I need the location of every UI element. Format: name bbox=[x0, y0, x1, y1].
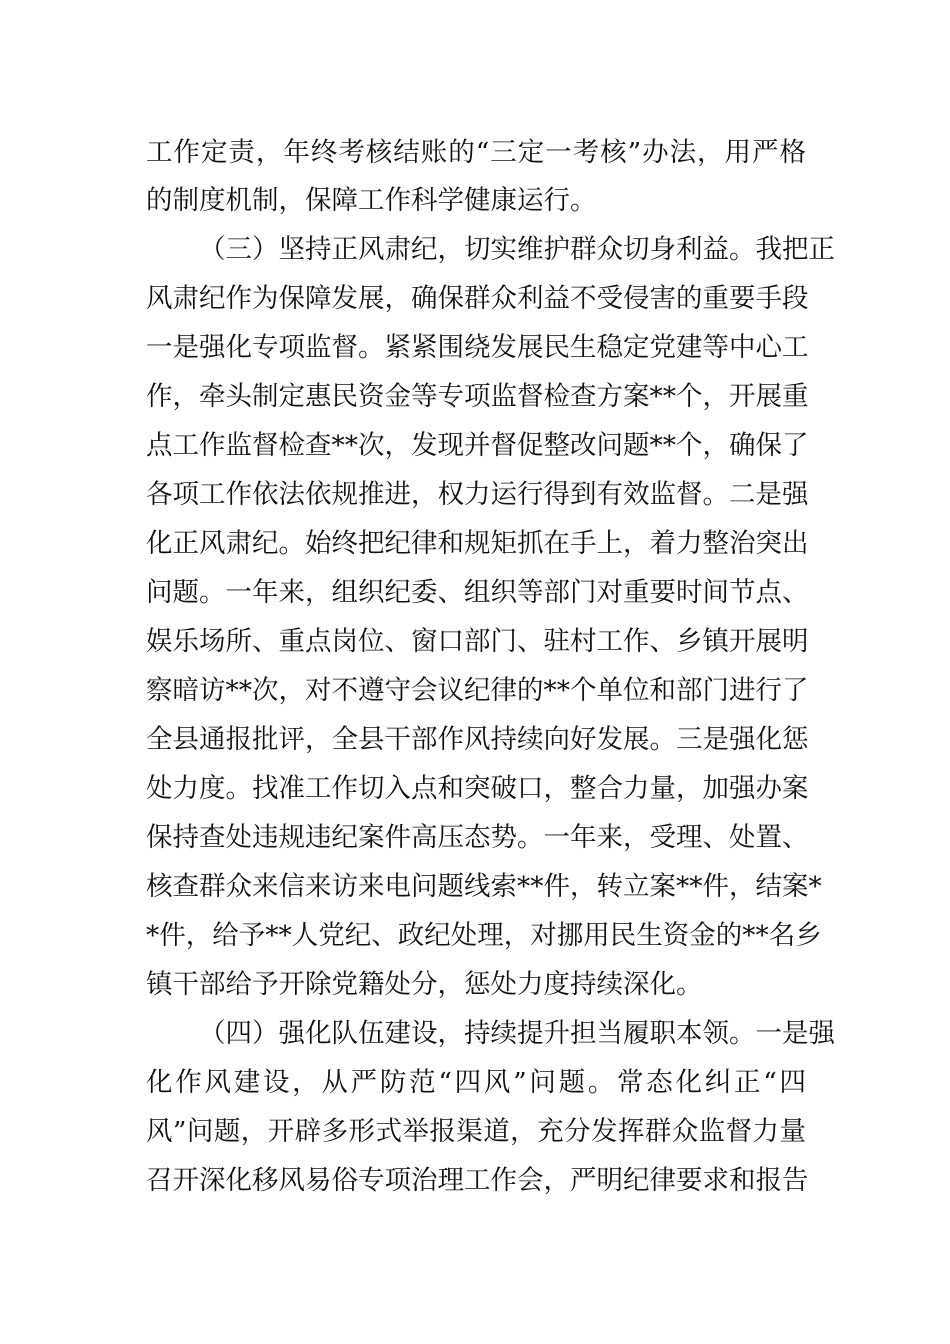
text-line: 全县通报批评，全县干部作风持续向好发展。三是强化惩 bbox=[146, 724, 809, 755]
text-line: 问题。一年来，组织纪委、组织等部门对重要时间节点、 bbox=[146, 577, 809, 608]
text-line: 作，牵头制定惠民资金等专项监督检查方案**个，开展重 bbox=[146, 381, 809, 412]
text-line: 点工作监督检查**次，发现并督促整改问题**个，确保了 bbox=[146, 430, 809, 461]
text-line: 召开深化移风易俗专项治理工作会，严明纪律要求和报告 bbox=[146, 1165, 809, 1196]
text-line: 处力度。找准工作切入点和突破口，整合力量，加强办案 bbox=[146, 773, 809, 804]
text-line: 各项工作依法依规推进，权力运行得到有效监督。二是强 bbox=[146, 479, 809, 510]
paragraph-heading: （四）强化队伍建设，持续提升担当履职本领。一是强 bbox=[199, 1018, 835, 1049]
text-line: 察暗访**次，对不遵守会议纪律的**个单位和部门进行了 bbox=[146, 675, 809, 706]
text-line: 风”问题，开辟多形式举报渠道，充分发挥群众监督力量 bbox=[146, 1116, 806, 1147]
text-line: 保持查处违规违纪案件高压态势。一年来，受理、处置、 bbox=[146, 822, 809, 853]
text-line: 化作风建设，从严防范“四风”问题。常态化纠正“四 bbox=[146, 1067, 806, 1098]
text-line: *件，给予**人党纪、政纪处理，对挪用民生资金的**名乡 bbox=[146, 920, 822, 951]
text-line: 核查群众来信来访来电问题线索**件，转立案**件，结案* bbox=[146, 871, 822, 902]
text-line: 镇干部给予开除党籍处分，惩处力度持续深化。 bbox=[146, 969, 703, 1000]
text-line: 化正风肃纪。始终把纪律和规矩抓在手上，着力整治突出 bbox=[146, 528, 809, 559]
text-line: 的制度机制，保障工作科学健康运行。 bbox=[146, 185, 597, 216]
text-line: 风肃纪作为保障发展，确保群众利益不受侵害的重要手段 bbox=[146, 283, 809, 314]
text-line: 工作定责，年终考核结账的“三定一考核”办法，用严格 bbox=[146, 137, 806, 168]
paragraph-heading: （三）坚持正风肃纪，切实维护群众切身利益。我把正 bbox=[199, 234, 835, 265]
text-line: 一是强化专项监督。紧紧围绕发展民生稳定党建等中心工 bbox=[146, 332, 809, 363]
text-line: 娱乐场所、重点岗位、窗口部门、驻村工作、乡镇开展明 bbox=[146, 626, 809, 657]
